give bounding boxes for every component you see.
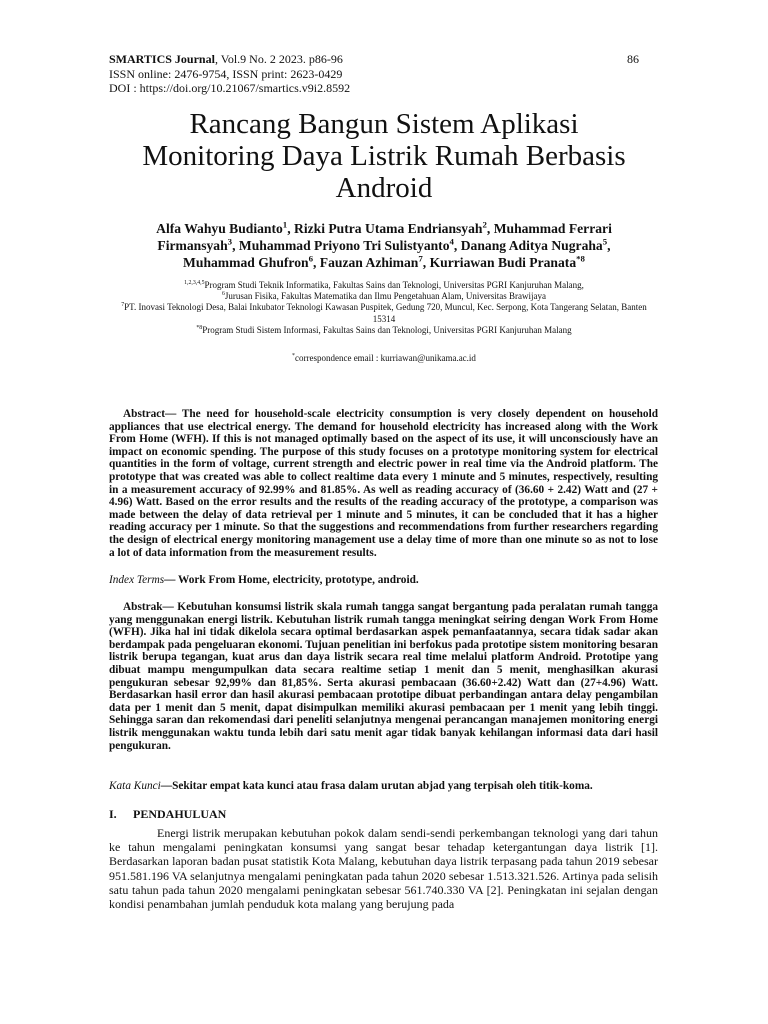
author: Muhammad Priyono Tri Sulistyanto$^4$,	[238, 236, 461, 253]
abstrak-label: Abstrak—	[123, 601, 174, 613]
affiliation: $^7$PT. Inovasi Teknologi Desa, Balai Inkubator Teknologi Kawasan Puspitek, Gedung 720, Muncul, Kec. Serpong, Kota Tangerang Selatan, Banten 15314	[121, 302, 647, 324]
abstract-english	[109, 408, 658, 559]
journal-issn: ISSN online: 2476-9754, ISSN print: 2623-0429	[109, 66, 343, 81]
section-paragraph	[109, 826, 658, 911]
index-terms-label: Index Terms	[109, 574, 165, 586]
affiliation: $^6$Jurusan Fisika, Fakultas Matematika dan Ilmu Pengetahuan Alam, Universitas Brawijaya	[221, 291, 547, 302]
section-number: I.	[109, 807, 117, 821]
abstract-label: Abstract—	[123, 408, 177, 420]
title-line-3: Android	[335, 172, 433, 204]
abstract-indonesian	[109, 601, 658, 752]
journal-name: SMARTICS Journal	[109, 52, 215, 66]
author: Rizki Putra Utama Endriansyah$^2$,	[294, 219, 494, 236]
correspondence-email: *correspondence email : kurriawan@unikama.ac.id	[292, 353, 476, 363]
affiliation: $^{*8}$Program Studi Sistem Informasi, Fakultas Sains dan Teknologi, Universitas PGRI Kanjuruhan Malang	[196, 324, 572, 335]
kata-kunci-text: —Sekitar empat kata kunci atau frasa dalam urutan abjad yang terpisah oleh titik-koma.	[160, 780, 593, 792]
page-number: 86	[627, 52, 639, 66]
section-heading	[109, 807, 226, 822]
affiliation: $^{1,2,3,4,5}$Program Studi Teknik Informatika, Fakultas Sains dan Teknologi, Universitas PGRI Kanjuruhan Malang,	[184, 280, 584, 290]
abstrak-text: Kebutuhan konsumsi listrik skala rumah tangga sangat bergantung pada peralatan rumah tangga yang menggunakan energi listrik. Kebutuhan listrik rumah tangga meningkat seiring dengan Work From Home (WFH). Jika hal ini tidak dikelola secara optimal berdasarkan aspek pemanfaatannya, secara tidak sadar akan berdampak pada pengeluaran ekonomi. Tujuan penelitian ini berfokus pada prototipe sistem monitoring besaran listrik berupa tegangan, kuat arus dan daya listrik secara real time melalui platform Android. Prototipe yang dibuat mampu mengumpulkan data secara realtime setiap 1 menit dan 5 menit, menghasilkan akurasi pengukuran sebesar 92,99% dan 81,85%. Serta akurasi pembacaan (36.60+2.42) Watt dan (27+4.96) Watt. Berdasarkan hasil error dan hasil akurasi pembacaan prototipe dibuat perbandingan antara delay pengambilan data per 1 menit dan 5 menit, dapat disimpulkan memiliki akurasi pembacaan per 1 menit yang lebih tinggi. Sehingga saran dan rekomendasi dari peneliti selanjutnya mengenai perancangan manajemen monitoring energi listrik menggunakan waktu tunda lebih dari satu menit agar tidak banyak kehilangan informasi data dari hasil pengukuran.	[109, 601, 658, 752]
journal-volume: , Vol.9 No. 2 2023. p86-96	[214, 52, 343, 66]
paper-title	[100, 108, 668, 204]
affiliation-list	[110, 280, 658, 336]
author: Danang Aditya Nugraha$^5$,	[460, 236, 611, 253]
title-line-2: Monitoring Daya Listrik Rumah Berbasis	[142, 140, 626, 172]
journal-doi: DOI : https://doi.org/10.21067/smartics.v9i2.8592	[109, 81, 351, 95]
author: Kurriawan Budi Pranata$^{*8}$	[429, 253, 585, 270]
author: Muhammad Ghufron$^6$,	[183, 253, 320, 270]
journal-header	[109, 52, 639, 96]
index-terms	[109, 574, 658, 587]
abstract-text: The need for household-scale electricity consumption is very closely dependent on household appliances that use electrical energy. The demand for household electricity has increased along with the Work From Home (WFH). If this is not managed optimally based on the aspect of its use, it will unconsciously have an impact on economic spending. The purpose of this study focuses on a prototype monitoring system for electrical quantities in the form of voltage, current strength and electric power in real time via the Android platform. The prototype that was created was able to collect realtime data every 1 minute and 5 minutes, respectively, resulting in a measurement accuracy of 92.99% and 81.85%. As well as reading accuracy of (36.60 + 2.42) Watt and (27 + 4.96) Watt. Based on the error results and the results of the reading accuracy of the prototype, a comparison was made between the delay of data retrieval per 1 minute and 5 minutes, it can be concluded that it has a higher reading accuracy per 1 minute. So that the suggestions and recommendations from further researchers regarding the design of electrical energy monitoring management use a delay time of more than one minute so as not to lose a lot of data information from the measurement results.	[109, 408, 658, 559]
author-list	[120, 220, 648, 271]
journal-citation	[109, 52, 639, 67]
author: Fauzan Azhiman$^7$,	[319, 253, 430, 270]
index-terms-text: — Work From Home, electricity, prototype, android.	[164, 574, 419, 586]
section-title: PENDAHULUAN	[133, 807, 227, 821]
author: Alfa Wahyu Budianto$^1$,	[156, 219, 295, 236]
kata-kunci-label: Kata Kunci	[109, 780, 161, 792]
kata-kunci	[109, 780, 658, 793]
paragraph-text: Energi listrik merupakan kebutuhan pokok dalam sendi-sendi perkembangan teknologi yang dari tahun ke tahun mengalami peningkatan konsumsi yang sangat besar tehadap ketergantungan daya listrik [1]. Berdasarkan laporan badan pusat statistik Kota Malang, kebutuhan daya listrik terpasang pada tahun 2019 sebesar 951.581.196 VA selanjutnya mengalami peningkatan pada tahun 2020 sebesar 1.513.321.526. Artinya pada selisih satu tahun pada tahun 2020 mengalami peningkatan sebesar 561.740.330 VA [2]. Peningkatan ini sejalan dengan kondisi penambahan jumlah penduduk kota malang yang berujung pada	[109, 826, 658, 912]
title-line-1: Rancang Bangun Sistem Aplikasi	[189, 108, 579, 140]
author: Muhammad Ferrari Firmansyah$^3$,	[157, 221, 612, 253]
